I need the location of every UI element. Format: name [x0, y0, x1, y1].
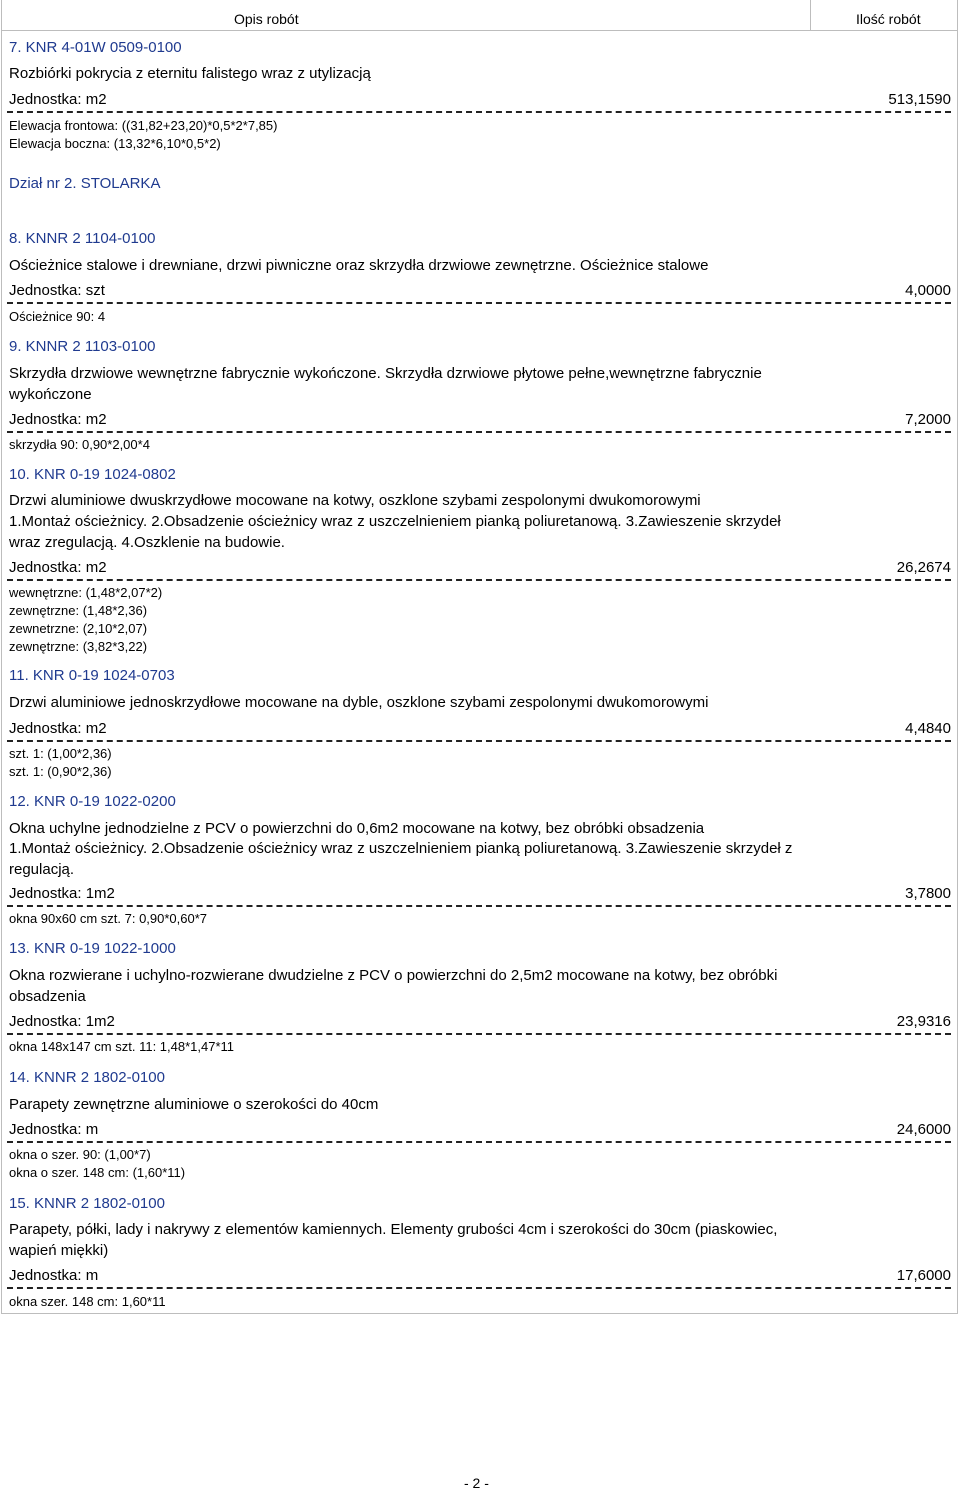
item-description: Ościeżnice stalowe i drewniane, drzwi piwniczne oraz skrzydła drzwiowe zewnętrzne. Ościeżnice stalowe [9, 257, 709, 274]
item-quantity: 4,0000 [905, 282, 951, 299]
item-description: 1.Montaż ościeżnicy. 2.Obsadzenie ościeżnicy wraz z uszczelnieniem pianką poliuretanową. 3.Zawieszenie skrzydeł [9, 513, 781, 530]
item-description: Rozbiórki pokrycia z eternitu falistego wraz z utylizacją [9, 65, 371, 82]
item-description: wapień miękki) [9, 1242, 109, 1259]
item-description: Drzwi aluminiowe dwuskrzydłowe mocowane na kotwy, oszklone szybami zespolonymi dwukomorowymi [9, 492, 701, 509]
page-number: - 2 - [464, 1475, 489, 1491]
calc-line: szt. 1: (0,90*2,36) [9, 764, 112, 779]
item-title: 13. KNR 0-19 1022-1000 [9, 940, 176, 957]
item-quantity: 7,2000 [905, 411, 951, 428]
item-description: regulacją. [9, 861, 75, 878]
item-quantity: 24,6000 [896, 1121, 951, 1138]
dashed-separator [7, 1287, 951, 1289]
calc-line: Ościeżnice 90: 4 [9, 309, 106, 324]
item-title: 14. KNNR 2 1802-0100 [9, 1069, 165, 1086]
item-unit: Jednostka: m2 [9, 91, 107, 108]
item-description: wraz zregulacją. 4.Oszklenie na budowie. [9, 534, 285, 551]
dashed-separator [7, 905, 951, 907]
item-unit: Jednostka: m2 [9, 411, 107, 428]
item-title: 12. KNR 0-19 1022-0200 [9, 793, 176, 810]
item-description: Okna uchylne jednodzielne z PCV o powierzchni do 0,6m2 mocowane na kotwy, bez obróbki obsadzenia [9, 820, 705, 837]
table-bottom-border [1, 1313, 957, 1314]
item-unit: Jednostka: m [9, 1267, 99, 1284]
item-title: 7. KNR 4-01W 0509-0100 [9, 39, 182, 56]
calc-line: zewnętrzne: (1,48*2,36) [9, 603, 148, 618]
column-divider [810, 0, 811, 30]
calc-line: zewnetrzne: (2,10*2,07) [9, 621, 148, 636]
dashed-separator [7, 579, 951, 581]
item-description: 1.Montaż ościeżnicy. 2.Obsadzenie ościeżnicy wraz z uszczelnieniem pianką poliuretanową. 3.Zawieszenie skrzydeł z [9, 840, 793, 857]
item-quantity: 4,4840 [905, 720, 951, 737]
item-quantity: 3,7800 [905, 885, 951, 902]
item-title: 15. KNNR 2 1802-0100 [9, 1195, 165, 1212]
calc-line: okna 148x147 cm szt. 11: 1,48*1,47*11 [9, 1039, 235, 1054]
table-border-left [1, 0, 2, 1314]
item-unit: Jednostka: szt [9, 282, 105, 299]
calc-line: skrzydła 90: 0,90*2,00*4 [9, 437, 150, 452]
item-description: Parapety zewnętrzne aluminiowe o szerokości do 40cm [9, 1096, 379, 1113]
item-title: 10. KNR 0-19 1024-0802 [9, 466, 176, 483]
dashed-separator [7, 1033, 951, 1035]
column-header-ilosc: Ilość robót [856, 11, 921, 27]
item-unit: Jednostka: m [9, 1121, 99, 1138]
item-quantity: 513,1590 [888, 91, 951, 108]
header-bottom-border [1, 30, 957, 31]
calc-line: Elewacja boczna: (13,32*6,10*0,5*2) [9, 136, 221, 151]
item-description: obsadzenia [9, 988, 86, 1005]
item-description: Okna rozwierane i uchylno-rozwierane dwudzielne z PCV o powierzchni do 2,5m2 mocowane na kotwy, bez obróbki [9, 967, 778, 984]
item-unit: Jednostka: m2 [9, 720, 107, 737]
item-quantity: 17,6000 [896, 1267, 951, 1284]
calc-line: szt. 1: (1,00*2,36) [9, 746, 112, 761]
item-description: wykończone [9, 386, 92, 403]
item-title: 11. KNR 0-19 1024-0703 [9, 667, 175, 684]
table-border-right [957, 0, 958, 1314]
calc-line: zewnętrzne: (3,82*3,22) [9, 639, 148, 654]
item-quantity: 26,2674 [896, 559, 951, 576]
dashed-separator [7, 302, 951, 304]
column-header-opis: Opis robót [234, 11, 299, 27]
section-heading: Dział nr 2. STOLARKA [9, 175, 161, 192]
calc-line: okna szer. 148 cm: 1,60*11 [9, 1294, 166, 1309]
item-title: 9. KNNR 2 1103-0100 [9, 338, 156, 355]
item-description: Parapety, półki, lady i nakrywy z elementów kamiennych. Elementy grubości 4cm i szerokości do 30cm (piaskowiec, [9, 1221, 778, 1238]
item-description: Skrzydła drzwiowe wewnętrzne fabrycznie wykończone. Skrzydła dzrwiowe płytowe pełne,wewnętrzne fabrycznie [9, 365, 762, 382]
dashed-separator [7, 740, 951, 742]
item-quantity: 23,9316 [896, 1013, 951, 1030]
item-unit: Jednostka: 1m2 [9, 1013, 115, 1030]
calc-line: wewnętrzne: (1,48*2,07*2) [9, 585, 163, 600]
calc-line: okna o szer. 148 cm: (1,60*11) [9, 1165, 186, 1180]
dashed-separator [7, 111, 951, 113]
calc-line: okna 90x60 cm szt. 7: 0,90*0,60*7 [9, 911, 208, 926]
item-unit: Jednostka: m2 [9, 559, 107, 576]
dashed-separator [7, 1141, 951, 1143]
item-description: Drzwi aluminiowe jednoskrzydłowe mocowane na dyble, oszklone szybami zespolonymi dwukomorowymi [9, 694, 709, 711]
dashed-separator [7, 431, 951, 433]
item-unit: Jednostka: 1m2 [9, 885, 115, 902]
calc-line: okna o szer. 90: (1,00*7) [9, 1147, 151, 1162]
calc-line: Elewacja frontowa: ((31,82+23,20)*0,5*2*7,85) [9, 118, 278, 133]
item-title: 8. KNNR 2 1104-0100 [9, 230, 156, 247]
